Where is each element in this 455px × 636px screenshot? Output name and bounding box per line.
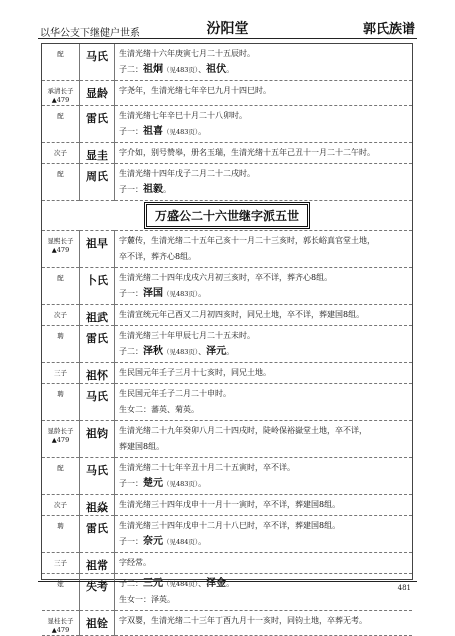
detail-line — [119, 592, 408, 608]
person-row — [42, 44, 412, 81]
detail-text: 生清光绪七年辛巳十月二十八卯时。 — [119, 111, 247, 120]
detail-text: 生清光绪三十年甲辰七月二十五未时。 — [119, 331, 255, 340]
child-name: 楚元 — [143, 478, 163, 489]
detail-line — [119, 423, 408, 439]
child-name: 三元 — [143, 578, 163, 589]
detail-line — [119, 328, 408, 344]
detail-text: 。 — [198, 127, 207, 136]
person-details — [115, 326, 413, 363]
person-name: 失考 — [80, 574, 115, 611]
detail-line — [119, 145, 408, 161]
detail-line — [119, 182, 408, 198]
detail-text: 。 — [198, 479, 207, 488]
person-name: 雷氏 — [80, 106, 115, 143]
relation-cell — [42, 268, 80, 305]
detail-text: 字双婴，生清光绪二十三年丁酉九月十一亥时，同钧土地，卒葬无考。 — [119, 616, 367, 625]
person-name: 显圭 — [80, 143, 115, 164]
detail-text: 生清光绪二十四年戊戌六月初三亥时，卒不详，葬齐心8组。 — [119, 273, 333, 282]
relation-cell — [42, 44, 80, 81]
relation-label: 三子 — [54, 369, 67, 377]
detail-line — [119, 613, 408, 629]
child-name: 祖伏 — [206, 64, 227, 75]
detail-line — [119, 576, 408, 592]
child-name: 祖喜 — [143, 126, 163, 137]
person-name: 祖焱 — [80, 495, 115, 516]
detail-text: 子一： — [119, 537, 143, 546]
relation-cell — [42, 516, 80, 553]
generation-banner-row — [42, 201, 412, 231]
detail-text: 字麓传，生清光绪二十五年己亥十一月二十三亥时，郭长峪真官堂土地， — [119, 236, 375, 245]
person-row — [42, 516, 412, 553]
child-name: 祖炯 — [143, 64, 163, 75]
person-name: 雷氏 — [80, 516, 115, 553]
person-row — [42, 384, 412, 421]
relation-label: 显龄长子 — [47, 427, 74, 435]
relation-cell — [42, 143, 80, 164]
person-name: 祖常 — [80, 553, 115, 574]
relation-ref: ▲479 — [51, 626, 70, 634]
child-name: 泽秋 — [143, 346, 163, 357]
detail-text: 。 — [226, 579, 235, 588]
relation-cell — [42, 495, 80, 516]
relation-label: 配 — [57, 112, 64, 120]
relation-label: 配 — [57, 464, 64, 472]
relation-cell — [42, 574, 80, 611]
page-header — [0, 0, 455, 40]
page-ref: （见484页） — [163, 538, 199, 546]
page-number: 481 — [397, 584, 411, 592]
detail-text: 子一： — [119, 185, 143, 194]
relation-label: 聘 — [57, 390, 64, 398]
person-details — [115, 516, 413, 553]
person-name: 祖怀 — [80, 363, 115, 384]
relation-label: 三子 — [54, 559, 67, 567]
header-book-title: 郭氏族谱 — [362, 22, 415, 37]
person-row — [42, 611, 412, 636]
detail-line — [119, 555, 408, 571]
relation-label: 配 — [57, 50, 64, 58]
person-name: 雷氏 — [80, 326, 115, 363]
detail-text: 生女二：蕃英、菊英。 — [119, 405, 199, 414]
relation-label: 配 — [57, 170, 64, 178]
detail-text: 子二： — [119, 579, 143, 588]
detail-text: 生清光绪十六年庚寅七月二十五辰时。 — [119, 49, 255, 58]
detail-text: 生清宣统元年己酉又二月初四亥时，同兄土地，卒不详，葬建国8组。 — [119, 310, 365, 319]
detail-text: 生清光绪十四年戊子二月二十二戌时。 — [119, 169, 255, 178]
footer-rule — [38, 581, 417, 582]
detail-line — [119, 402, 408, 418]
person-details — [115, 81, 413, 106]
person-row — [42, 143, 412, 164]
detail-line — [119, 46, 408, 62]
detail-text: 、 — [198, 65, 207, 74]
person-details — [115, 574, 413, 611]
detail-text: 、 — [198, 579, 207, 588]
person-details — [115, 305, 413, 326]
person-row — [42, 458, 412, 495]
detail-line — [119, 518, 408, 534]
relation-cell — [42, 231, 80, 268]
detail-line — [119, 365, 408, 381]
detail-text: 生清光绪三十四年戊申十一月十一寅时，卒不详，葬建国8组。 — [119, 500, 341, 509]
genealogy-table — [42, 44, 412, 636]
person-row — [42, 574, 412, 611]
relation-label: 显熙长子 — [47, 237, 74, 245]
relation-label: 聘 — [57, 332, 64, 340]
child-name: 泽国 — [143, 288, 163, 299]
page-ref: （见484页） — [163, 580, 199, 588]
person-row — [42, 268, 412, 305]
detail-text: 。 — [163, 185, 171, 194]
detail-line — [119, 439, 408, 455]
detail-line — [119, 344, 408, 360]
detail-text: 、 — [198, 347, 207, 356]
child-name: 泽金 — [206, 578, 227, 589]
detail-text: 字经常。 — [119, 558, 151, 567]
detail-text: 子二： — [119, 65, 143, 74]
detail-line — [119, 62, 408, 78]
relation-cell — [42, 164, 80, 201]
detail-text: 子一： — [119, 479, 143, 488]
person-details — [115, 363, 413, 384]
relation-cell — [42, 363, 80, 384]
detail-line — [119, 386, 408, 402]
person-details — [115, 421, 413, 458]
relation-ref: ▲479 — [51, 246, 70, 254]
detail-line — [119, 249, 408, 265]
person-row — [42, 363, 412, 384]
page-ref: （见483页） — [163, 480, 199, 488]
header-rule — [38, 38, 417, 39]
person-name: 马氏 — [80, 44, 115, 81]
person-details — [115, 143, 413, 164]
person-details — [115, 495, 413, 516]
detail-text: 子一： — [119, 289, 143, 298]
person-name: 显龄 — [80, 81, 115, 106]
page-ref: （见483页） — [163, 128, 199, 136]
person-details — [115, 553, 413, 574]
relation-label: 次子 — [54, 149, 67, 157]
relation-label: 次子 — [54, 501, 67, 509]
person-row — [42, 495, 412, 516]
person-name: 卜氏 — [80, 268, 115, 305]
person-name: 祖武 — [80, 305, 115, 326]
detail-line — [119, 166, 408, 182]
relation-cell — [42, 611, 80, 636]
relation-cell — [42, 384, 80, 421]
person-row — [42, 106, 412, 143]
relation-ref: ▲479 — [51, 96, 70, 104]
relation-cell — [42, 106, 80, 143]
person-name: 马氏 — [80, 384, 115, 421]
child-name: 泽元 — [206, 346, 227, 357]
person-row — [42, 553, 412, 574]
person-details — [115, 611, 413, 636]
person-row — [42, 164, 412, 201]
detail-text: 子一： — [119, 127, 143, 136]
relation-label: 聘 — [57, 522, 64, 530]
relation-cell — [42, 326, 80, 363]
detail-text: 生清光绪二十七年辛丑十月二十五寅时，卒不详。 — [119, 463, 295, 472]
person-details — [115, 106, 413, 143]
person-details — [115, 231, 413, 268]
person-name: 周氏 — [80, 164, 115, 201]
detail-line — [119, 108, 408, 124]
detail-text: 生清光绪二十九年癸卯八月二十四戌时，陡岭保裕嶽堂土地，卒不详， — [119, 426, 367, 435]
generation-banner: 万盛公二十六世继字派五世 — [146, 204, 308, 227]
detail-text: 生女一：泽英。 — [119, 595, 175, 604]
detail-line — [119, 83, 408, 99]
relation-label: 显桂长子 — [47, 617, 74, 625]
detail-text: 。 — [198, 289, 207, 298]
person-details — [115, 164, 413, 201]
person-details — [115, 44, 413, 81]
relation-cell — [42, 553, 80, 574]
person-details — [115, 458, 413, 495]
page-ref: （见483页） — [163, 290, 199, 298]
detail-line — [119, 534, 408, 550]
detail-text: 葬建国8组。 — [119, 442, 165, 451]
person-name: 祖钧 — [80, 421, 115, 458]
relation-cell — [42, 305, 80, 326]
detail-text: 字尧年，生清光绪七年辛巳九月十四巳时。 — [119, 86, 271, 95]
relation-label: 承清长子 — [47, 87, 74, 95]
detail-text: 生民国元年壬子二月二十申时。 — [119, 389, 231, 398]
relation-label: 配 — [57, 274, 64, 282]
relation-ref: ▲479 — [51, 436, 70, 444]
header-hall: 汾阳堂 — [206, 21, 249, 37]
relation-label: 次子 — [54, 311, 67, 319]
person-row — [42, 326, 412, 363]
detail-text: 。 — [198, 537, 207, 546]
relation-cell — [42, 81, 80, 106]
person-row — [42, 81, 412, 106]
person-name: 祖铨 — [80, 611, 115, 636]
person-name: 马氏 — [80, 458, 115, 495]
relation-label: 妣 — [57, 580, 64, 588]
header-lineage: 以华公支下继健户世系 — [40, 28, 140, 39]
detail-line — [119, 307, 408, 323]
detail-text: 子二： — [119, 347, 143, 356]
relation-cell — [42, 458, 80, 495]
child-name: 祖毅 — [143, 184, 163, 195]
detail-line — [119, 460, 408, 476]
person-name: 祖早 — [80, 231, 115, 268]
detail-line — [119, 497, 408, 513]
detail-line — [119, 233, 408, 249]
person-details — [115, 384, 413, 421]
person-details — [115, 268, 413, 305]
page-ref: （见483页） — [163, 66, 199, 74]
detail-text: 字介如，别号赞皋，册名玉瑞，生清光绪十五年己丑十一月二十二午时。 — [119, 148, 375, 157]
person-row — [42, 231, 412, 268]
detail-text: 生清光绪三十四年戊申十二月十八巳时，卒不详，葬建国8组。 — [119, 521, 341, 530]
relation-cell — [42, 421, 80, 458]
page-ref: （见483页） — [163, 348, 199, 356]
person-row — [42, 305, 412, 326]
person-row — [42, 421, 412, 458]
detail-line — [119, 124, 408, 140]
detail-text: 。 — [226, 347, 235, 356]
detail-line — [119, 270, 408, 286]
detail-text: 生民国元年壬子三月十七亥时，同兄土地。 — [119, 368, 271, 377]
detail-line — [119, 286, 408, 302]
detail-text: 。 — [226, 65, 235, 74]
child-name: 奈元 — [143, 536, 163, 547]
detail-line — [119, 476, 408, 492]
detail-text: 卒不详，葬齐心8组。 — [119, 252, 197, 261]
